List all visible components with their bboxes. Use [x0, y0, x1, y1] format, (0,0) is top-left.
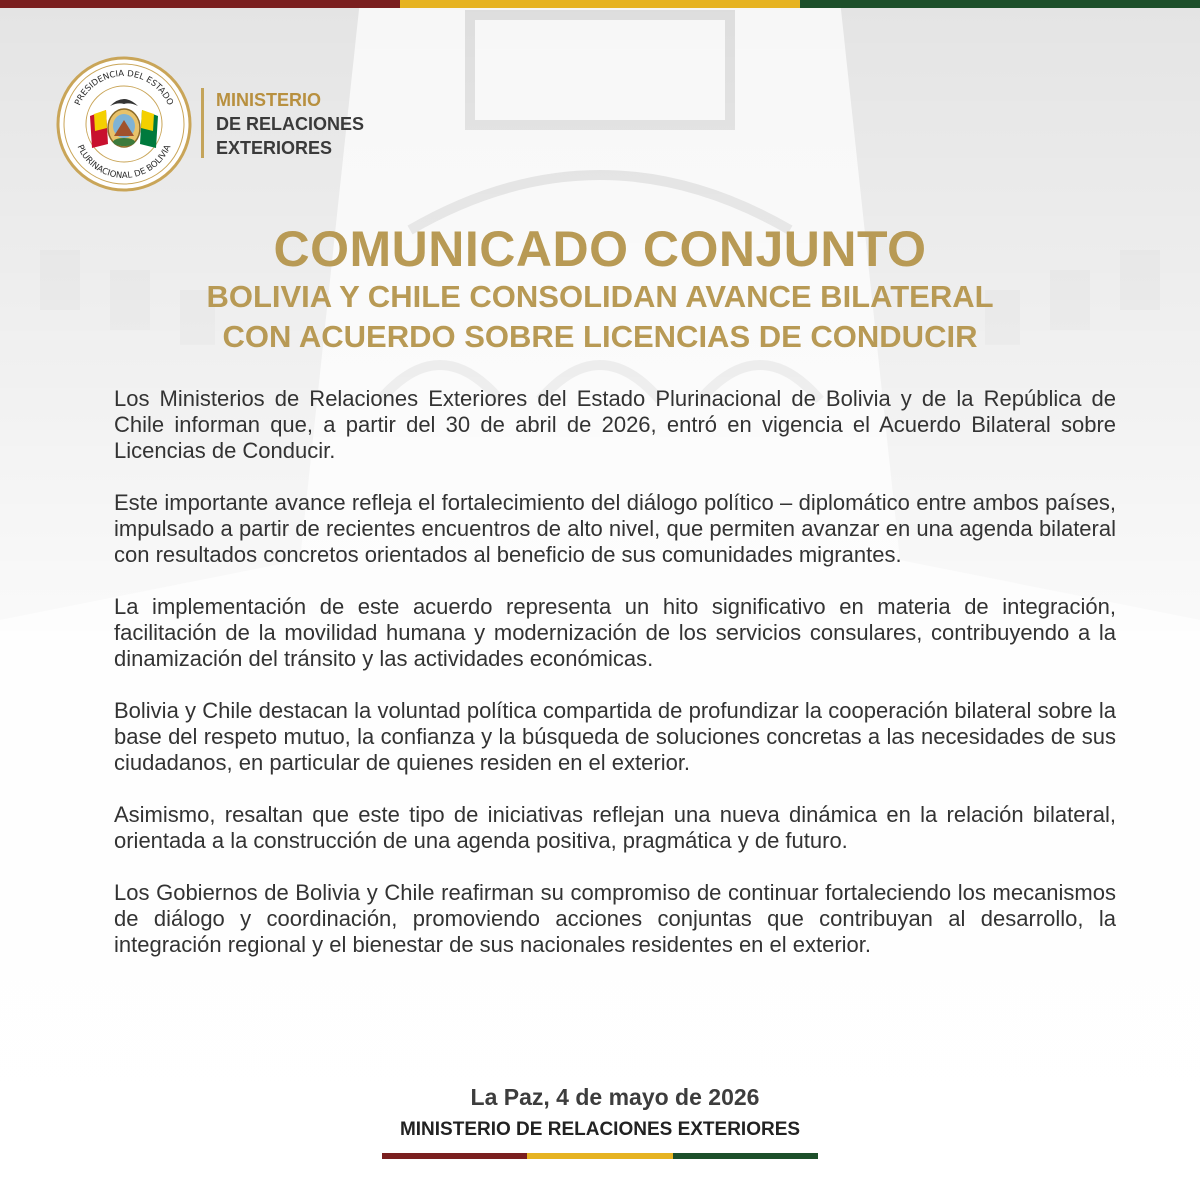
bottom-bar-red-segment [382, 1153, 527, 1159]
logo-line-1: MINISTERIO [216, 90, 322, 110]
bottom-bar-gold-segment [527, 1153, 672, 1159]
body-paragraph: La implementación de este acuerdo representa un hito significativo en materia de integración, facilitación de la movilidad humana y modernización de los servicios consulares, contribuyendo a la dinamización del tránsito y las actividades económicas. [114, 594, 1116, 671]
body-paragraph: Los Ministerios de Relaciones Exteriores del Estado Plurinacional de Bolivia y de la República de Chile informan que, a partir del 30 de abril de 2026, entró en vigencia el Acuerdo Bilateral sobre Licencias de Conducir. [114, 386, 1116, 463]
subtitle-line-2: CON ACUERDO SOBRE LICENCIAS DE CONDUCIR [222, 319, 978, 354]
bottom-bar-green-segment [673, 1153, 818, 1159]
logo-line-2: DE RELACIONES [216, 114, 365, 134]
logo-line-3: EXTERIORES [216, 138, 333, 158]
body-paragraph: Este importante avance refleja el fortalecimiento del diálogo político – diplomático entre ambos países, impulsado a partir de recientes encuentros de alto nivel, que permiten avanzar en una agenda bilateral con resultados concretos orientados al beneficio de sus comunidades migrantes. [114, 490, 1116, 567]
document-subtitle [0, 277, 1200, 357]
bolivia-coat-of-arms-seal-icon [56, 56, 192, 192]
communique-body [114, 386, 1116, 984]
body-paragraph: Asimismo, resaltan que este tipo de iniciativas reflejan una nueva dinámica en la relación bilateral, orientada a la construcción de una agenda positiva, pragmática y de futuro. [114, 802, 1116, 853]
signature-ministry: MINISTERIO DE RELACIONES EXTERIORES [399, 1119, 801, 1140]
ministry-logo-text [201, 88, 364, 158]
seal-ring-top-text: PRESIDENCIA DEL ESTADO [73, 68, 175, 108]
top-bar-gold-segment [400, 0, 800, 8]
seal-ring-bottom-text: PLURINACIONAL DE BOLIVIA [74, 143, 174, 182]
body-paragraph: Bolivia y Chile destacan la voluntad política compartida de profundizar la cooperación bilateral sobre la base del respeto mutuo, la confianza y la búsqueda de soluciones concretas a las necesidades de sus ciudadanos, en particular de quienes residen en el exterior. [114, 698, 1116, 775]
body-paragraph: Los Gobiernos de Bolivia y Chile reafirman su compromiso de continuar fortaleciendo los mecanismos de diálogo y coordinación, promoviendo acciones conjuntas que contribuyan al desarrollo, la integración regional y el bienestar de sus nacionales residentes en el exterior. [114, 880, 1116, 957]
top-color-bar [0, 0, 1200, 8]
subtitle-line-1: BOLIVIA Y CHILE CONSOLIDAN AVANCE BILATERAL [206, 279, 994, 314]
place-and-date: La Paz, 4 de mayo de 2026 [470, 1084, 760, 1110]
document-title: COMUNICADO CONJUNTO [273, 221, 927, 277]
top-bar-red-segment [0, 0, 400, 8]
top-bar-green-segment [800, 0, 1200, 8]
bottom-color-bar [382, 1153, 818, 1159]
